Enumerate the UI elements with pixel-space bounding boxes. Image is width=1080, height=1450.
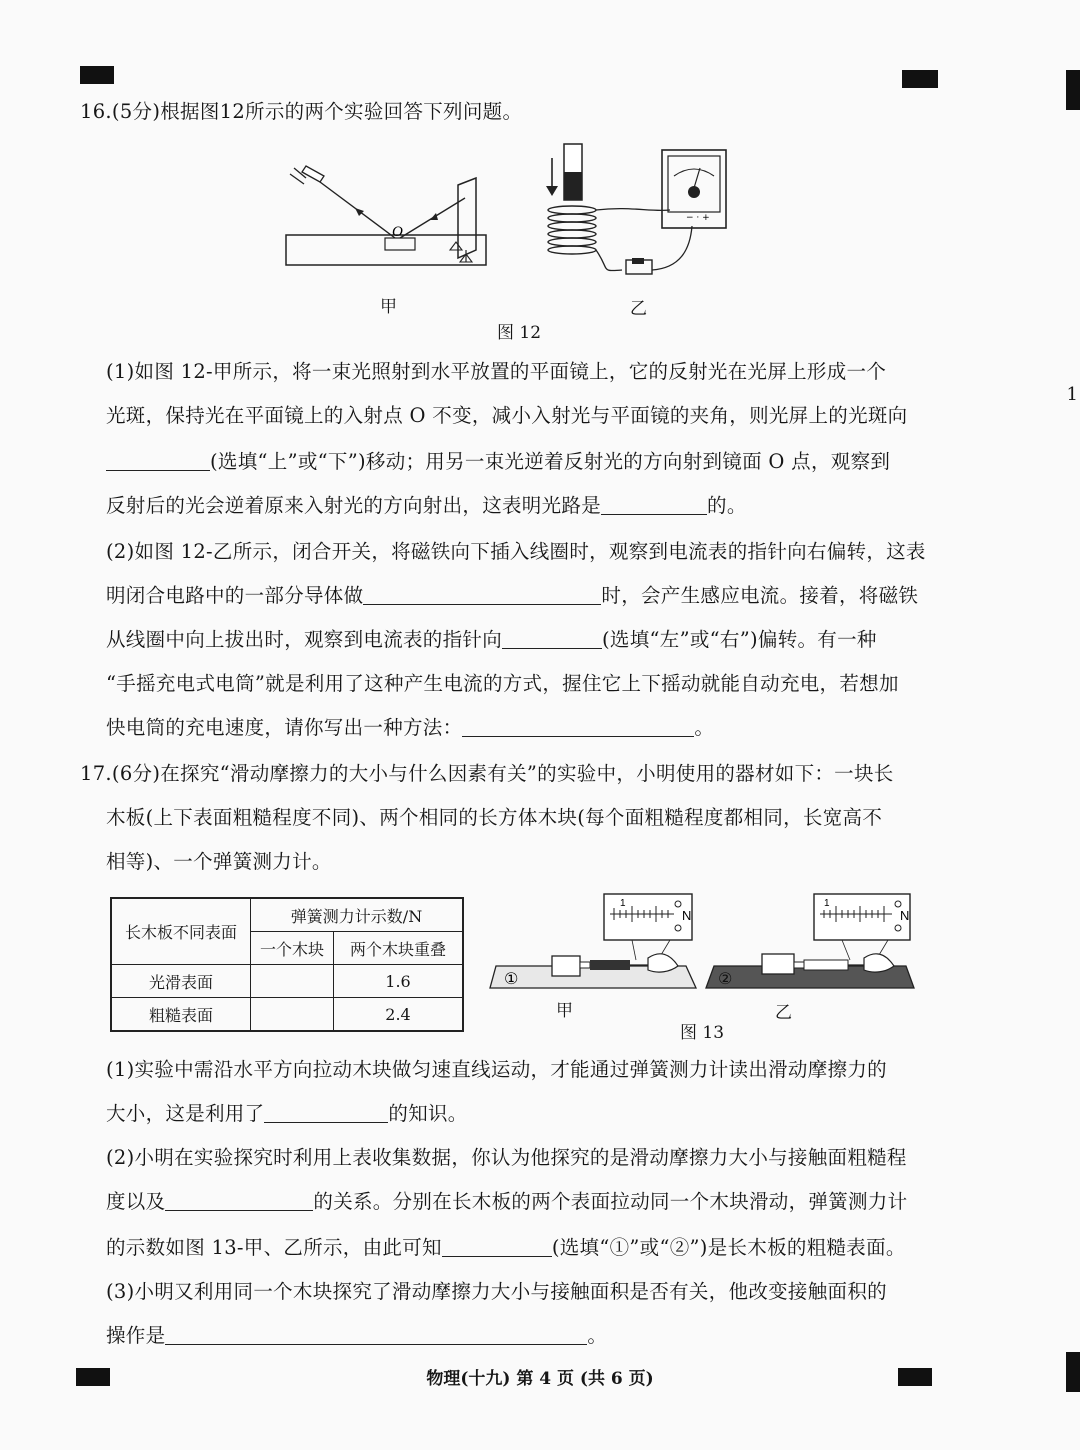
registration-mark-right-edge (1066, 70, 1080, 110)
q16-part2-line3-end: (选填“左”或“右”)偏转。有一种 (602, 628, 877, 651)
table-row (111, 965, 463, 998)
q16-part1-line3 (106, 440, 938, 484)
figure-12-a-mirror-diagram (280, 150, 500, 280)
svg-text:1: 1 (824, 898, 830, 909)
q16-part1-line2: 光斑，保持光在平面镜上的入射点 O 不变，减小入射光与平面镜的夹角，则光屏上的光斑向 (106, 404, 908, 427)
q17-part2-line2 (106, 1180, 938, 1224)
answer-blank-motion[interactable] (363, 582, 601, 605)
answer-blank-factor[interactable] (165, 1188, 313, 1211)
q17-part2-line2-text: 度以及 (106, 1190, 166, 1213)
svg-text:①: ① (504, 969, 519, 988)
figure-12-caption: 图 12 (497, 323, 542, 343)
table-cell-one[interactable] (251, 965, 334, 998)
table-subheader-one: 一个木块 (251, 932, 334, 965)
q16-part1-line4 (106, 484, 938, 528)
figure-12-b-label: 乙 (630, 299, 647, 319)
q16-part1-line3-text: (选填“上”或“下”)移动；用另一束光逆着反射光的方向射到镜面 O 点，观察到 (210, 450, 891, 473)
q17-part3-line2-end: 。 (587, 1324, 608, 1347)
q17-stem-line2: 木板(上下表面粗糙程度不同)、两个相同的长方体木块(每个面粗糙程度都相同，长宽高不 (106, 806, 883, 829)
svg-text:− · +: − · + (686, 213, 710, 223)
figure-13-b-diagram (700, 892, 920, 1004)
table-col-header: 弹簧测力计示数/N (251, 898, 464, 932)
q17-part1-line1: (1)实验中需沿水平方向拉动木块做匀速直线运动，才能通过弹簧测力计读出滑动摩擦力的 (106, 1058, 887, 1081)
table-cell-label: 光滑表面 (111, 965, 251, 998)
q17-stem-line3: 相等)、一个弹簧测力计。 (106, 850, 332, 873)
answer-blank-light-path[interactable] (601, 492, 707, 515)
answer-blank-method[interactable] (462, 714, 694, 737)
q17-part3-line2-text: 操作是 (106, 1324, 166, 1347)
figure-12-a-label: 甲 (380, 297, 397, 317)
table-subheader-two: 两个木块重叠 (334, 932, 464, 965)
svg-text:N: N (682, 908, 692, 923)
table-cell-one[interactable] (251, 998, 334, 1032)
q17-part1-line2-end: 的知识。 (388, 1102, 468, 1125)
q16-part2-line4: “手摇充电式电筒”就是利用了这种产生电流的方式，握住它上下摇动就能自动充电，若想加 (106, 672, 899, 695)
answer-blank-spot-direction[interactable] (106, 448, 210, 471)
answer-blank-deflection[interactable] (502, 626, 602, 649)
svg-text:1: 1 (620, 898, 626, 909)
q16-part2-line2-end: 时，会产生感应电流。接着，将磁铁 (601, 584, 919, 607)
q17-part2-line3 (106, 1226, 938, 1270)
point-o-label: O (392, 224, 403, 240)
q16-part2-line2 (106, 574, 938, 618)
table-cell-label: 粗糙表面 (111, 998, 251, 1032)
answer-blank-knowledge[interactable] (264, 1100, 388, 1123)
q16-part1-line1: (1)如图 12-甲所示，将一束光照射到水平放置的平面镜上，它的反射光在光屏上形成一个 (106, 360, 887, 383)
svg-text:N: N (900, 908, 910, 923)
table-cell-two: 2.4 (334, 998, 464, 1032)
q16-part2-line3 (106, 618, 938, 662)
q17-part3-line2 (106, 1314, 938, 1358)
registration-mark-top-right (902, 70, 938, 88)
q16-part2-line5 (106, 706, 938, 750)
q17-part1-line2 (106, 1092, 938, 1136)
figure-13-a-diagram (486, 892, 698, 1004)
answer-blank-operation[interactable] (165, 1322, 587, 1345)
figure-13-a-label: 甲 (556, 1001, 573, 1021)
q17-part2-line2-end: 的关系。分别在长木板的两个表面拉动同一个木块滑动，弹簧测力计 (313, 1190, 908, 1213)
page-footer: 物理(十九) 第 4 页 (共 6 页) (426, 1369, 654, 1389)
registration-mark-top-left (80, 66, 114, 84)
q17-part2-line3-end: (选填“①”或“②”)是长木板的粗糙表面。 (551, 1236, 906, 1259)
q16-part2-line5-text: 快电筒的充电速度，请你写出一种方法： (106, 716, 463, 739)
q16-part2-line5-end: 。 (694, 716, 715, 739)
figure-13-caption: 图 13 (680, 1023, 725, 1043)
q17-part2-line1: (2)小明在实验探究时利用上表收集数据，你认为他探究的是滑动摩擦力大小与接触面粗糙程 (106, 1146, 907, 1169)
q17-stem-line1: 17.(6分)在探究“滑动摩擦力的大小与什么因素有关”的实验中，小明使用的器材如下：一块长 (80, 762, 894, 785)
q16-part1-line4-end: 的。 (707, 494, 747, 517)
figure-12-b-induction-diagram (540, 140, 740, 320)
table-cell-two: 1.6 (334, 965, 464, 998)
side-number: 1 (1066, 384, 1078, 405)
q17-part1-line2-text: 大小，这是利用了 (106, 1102, 265, 1125)
data-table (110, 897, 464, 1032)
answer-blank-rough-surface[interactable] (442, 1234, 552, 1257)
q16-part2-line1: (2)如图 12-乙所示，闭合开关，将磁铁向下插入线圈时，观察到电流表的指针向右偏转，这表 (106, 540, 926, 563)
q16-part2-line3-text: 从线圈中向上拔出时，观察到电流表的指针向 (106, 628, 503, 651)
svg-text:②: ② (718, 969, 733, 988)
q16-stem: 16.(5分)根据图12所示的两个实验回答下列问题。 (80, 100, 523, 123)
table-row (111, 998, 463, 1032)
figure-13-b-label: 乙 (775, 1003, 792, 1023)
q17-part2-line3-text: 的示数如图 13-甲、乙所示，由此可知 (106, 1236, 442, 1259)
q17-part3-line1: (3)小明又利用同一个木块探究了滑动摩擦力大小与接触面积是否有关，他改变接触面积的 (106, 1280, 887, 1303)
table-row-header: 长木板不同表面 (111, 898, 251, 965)
q16-part1-line4-text: 反射后的光会逆着原来入射光的方向射出，这表明光路是 (106, 494, 602, 517)
q16-part2-line2-text: 明闭合电路中的一部分导体做 (106, 584, 364, 607)
